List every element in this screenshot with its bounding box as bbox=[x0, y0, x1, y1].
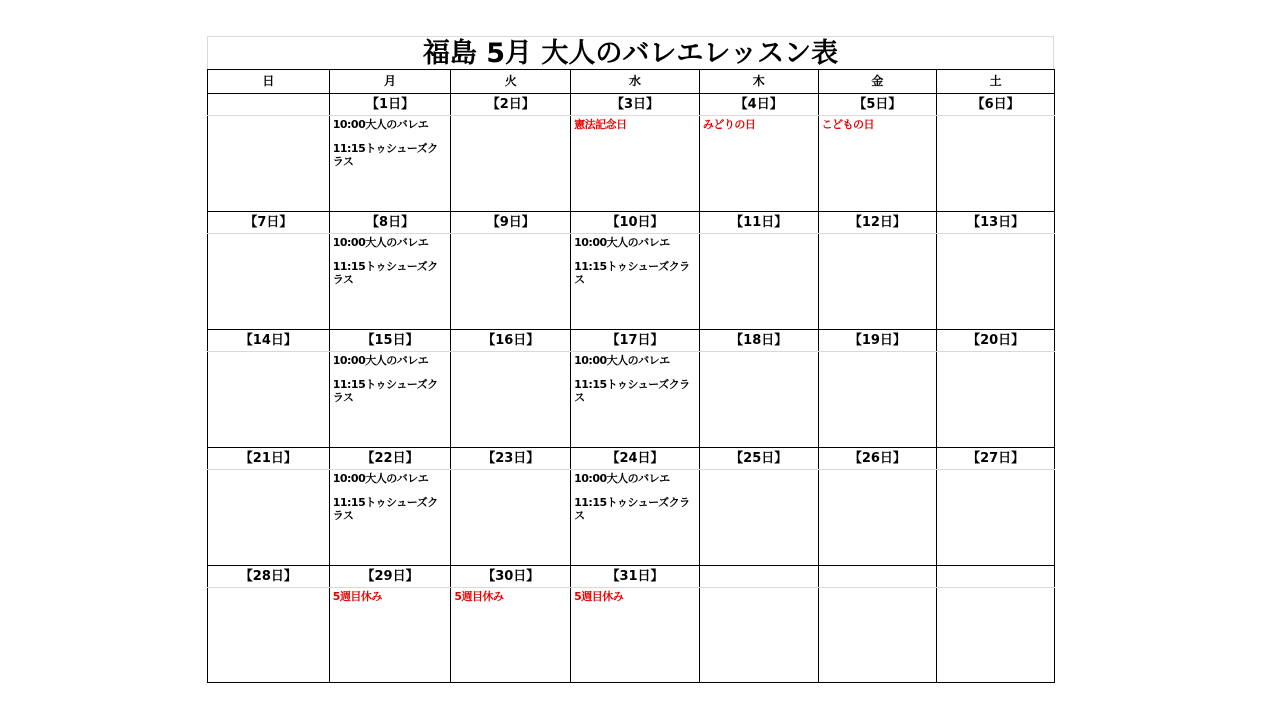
day-date-cell bbox=[208, 94, 330, 116]
week-event-row bbox=[208, 352, 1055, 448]
day-events-cell bbox=[208, 470, 330, 566]
week-event-row bbox=[208, 588, 1055, 683]
calendar-sheet bbox=[207, 36, 1055, 696]
week-date-row bbox=[208, 94, 1055, 116]
day-events-cell bbox=[451, 588, 571, 683]
day-date-cell: 【9日】 bbox=[451, 212, 571, 234]
day-date-cell: 【19日】 bbox=[818, 330, 937, 352]
day-date-cell: 【29日】 bbox=[329, 566, 451, 588]
week-date-row bbox=[208, 330, 1055, 352]
lesson-entry: 10:00大人のバレエ bbox=[332, 118, 429, 131]
day-date-cell: 【23日】 bbox=[451, 448, 571, 470]
day-date-cell: 【26日】 bbox=[818, 448, 937, 470]
lesson-entry: 11:15トゥシューズクラス bbox=[332, 378, 438, 404]
page-title: 福島 5月 大人のバレエレッスン表 bbox=[207, 36, 1054, 69]
day-events-cell bbox=[937, 234, 1055, 330]
lesson-entry: 11:15トゥシューズクラス bbox=[574, 496, 690, 522]
lesson-entry: 11:15トゥシューズクラス bbox=[574, 260, 690, 286]
calendar-table bbox=[207, 69, 1055, 683]
day-events-cell bbox=[818, 588, 937, 683]
day-events-cell bbox=[329, 352, 451, 448]
lesson-entry: 10:00大人のバレエ bbox=[574, 354, 670, 367]
lesson-entry: 11:15トゥシューズクラス bbox=[332, 496, 438, 522]
day-date-cell: 【6日】 bbox=[937, 94, 1055, 116]
week-event-row bbox=[208, 234, 1055, 330]
day-date-cell: 【4日】 bbox=[699, 94, 818, 116]
calendar-body bbox=[208, 94, 1055, 683]
day-date-cell: 【31日】 bbox=[571, 566, 700, 588]
lesson-entry: 10:00大人のバレエ bbox=[574, 236, 670, 249]
day-events-cell bbox=[818, 470, 937, 566]
lesson-entry: 11:15トゥシューズクラス bbox=[574, 378, 690, 404]
day-date-cell bbox=[818, 566, 937, 588]
weekday-header-row bbox=[208, 70, 1055, 94]
day-date-cell: 【11日】 bbox=[699, 212, 818, 234]
day-events-cell bbox=[571, 588, 700, 683]
day-events-cell bbox=[571, 116, 700, 212]
day-date-cell: 【7日】 bbox=[208, 212, 330, 234]
week-date-row bbox=[208, 448, 1055, 470]
day-events-cell bbox=[451, 470, 571, 566]
week-date-row bbox=[208, 566, 1055, 588]
day-events-cell bbox=[937, 352, 1055, 448]
weekday-fri: 金 bbox=[818, 70, 937, 94]
day-events-cell bbox=[699, 116, 818, 212]
day-date-cell: 【21日】 bbox=[208, 448, 330, 470]
day-date-cell: 【17日】 bbox=[571, 330, 700, 352]
holiday-label: こどもの日 bbox=[821, 118, 875, 131]
lesson-entry: 10:00大人のバレエ bbox=[574, 472, 670, 485]
weekday-sat: 土 bbox=[937, 70, 1055, 94]
day-date-cell: 【16日】 bbox=[451, 330, 571, 352]
day-events-cell bbox=[329, 116, 451, 212]
holiday-label: 5週目休み bbox=[454, 590, 504, 603]
day-events-cell bbox=[208, 588, 330, 683]
day-events-cell bbox=[571, 234, 700, 330]
weekday-tue: 火 bbox=[451, 70, 571, 94]
day-date-cell: 【24日】 bbox=[571, 448, 700, 470]
day-date-cell: 【2日】 bbox=[451, 94, 571, 116]
day-events-cell bbox=[571, 470, 700, 566]
weekday-mon: 月 bbox=[329, 70, 451, 94]
day-date-cell: 【27日】 bbox=[937, 448, 1055, 470]
day-date-cell: 【1日】 bbox=[329, 94, 451, 116]
day-events-cell bbox=[818, 234, 937, 330]
day-events-cell bbox=[699, 588, 818, 683]
holiday-label: 5週目休み bbox=[574, 590, 624, 603]
day-date-cell: 【14日】 bbox=[208, 330, 330, 352]
day-date-cell: 【3日】 bbox=[571, 94, 700, 116]
holiday-label: 憲法記念日 bbox=[574, 118, 627, 131]
day-events-cell bbox=[208, 234, 330, 330]
day-date-cell: 【8日】 bbox=[329, 212, 451, 234]
holiday-label: みどりの日 bbox=[702, 118, 756, 131]
day-date-cell: 【28日】 bbox=[208, 566, 330, 588]
day-events-cell bbox=[699, 352, 818, 448]
week-event-row bbox=[208, 116, 1055, 212]
lesson-entry: 10:00大人のバレエ bbox=[332, 236, 429, 249]
day-date-cell: 【25日】 bbox=[699, 448, 818, 470]
day-events-cell bbox=[329, 588, 451, 683]
lesson-entry: 11:15トゥシューズクラス bbox=[332, 142, 438, 168]
day-events-cell bbox=[329, 234, 451, 330]
day-events-cell bbox=[818, 116, 937, 212]
week-event-row bbox=[208, 470, 1055, 566]
day-date-cell: 【13日】 bbox=[937, 212, 1055, 234]
day-events-cell bbox=[329, 470, 451, 566]
lesson-entry: 10:00大人のバレエ bbox=[332, 472, 429, 485]
day-date-cell: 【12日】 bbox=[818, 212, 937, 234]
day-events-cell bbox=[208, 352, 330, 448]
day-date-cell: 【5日】 bbox=[818, 94, 937, 116]
day-events-cell bbox=[208, 116, 330, 212]
day-date-cell: 【10日】 bbox=[571, 212, 700, 234]
day-date-cell: 【22日】 bbox=[329, 448, 451, 470]
day-date-cell: 【18日】 bbox=[699, 330, 818, 352]
day-events-cell bbox=[571, 352, 700, 448]
weekday-wed: 水 bbox=[571, 70, 700, 94]
day-events-cell bbox=[451, 352, 571, 448]
day-events-cell bbox=[699, 470, 818, 566]
weekday-thu: 木 bbox=[699, 70, 818, 94]
day-events-cell bbox=[451, 234, 571, 330]
day-date-cell: 【30日】 bbox=[451, 566, 571, 588]
day-events-cell bbox=[818, 352, 937, 448]
day-events-cell bbox=[451, 116, 571, 212]
week-date-row bbox=[208, 212, 1055, 234]
day-events-cell bbox=[937, 116, 1055, 212]
lesson-entry: 10:00大人のバレエ bbox=[332, 354, 429, 367]
weekday-sun: 日 bbox=[208, 70, 330, 94]
day-events-cell bbox=[699, 234, 818, 330]
day-events-cell bbox=[937, 470, 1055, 566]
day-date-cell: 【20日】 bbox=[937, 330, 1055, 352]
day-date-cell: 【15日】 bbox=[329, 330, 451, 352]
holiday-label: 5週目休み bbox=[332, 590, 382, 603]
lesson-entry: 11:15トゥシューズクラス bbox=[332, 260, 438, 286]
day-date-cell bbox=[699, 566, 818, 588]
day-date-cell bbox=[937, 566, 1055, 588]
day-events-cell bbox=[937, 588, 1055, 683]
